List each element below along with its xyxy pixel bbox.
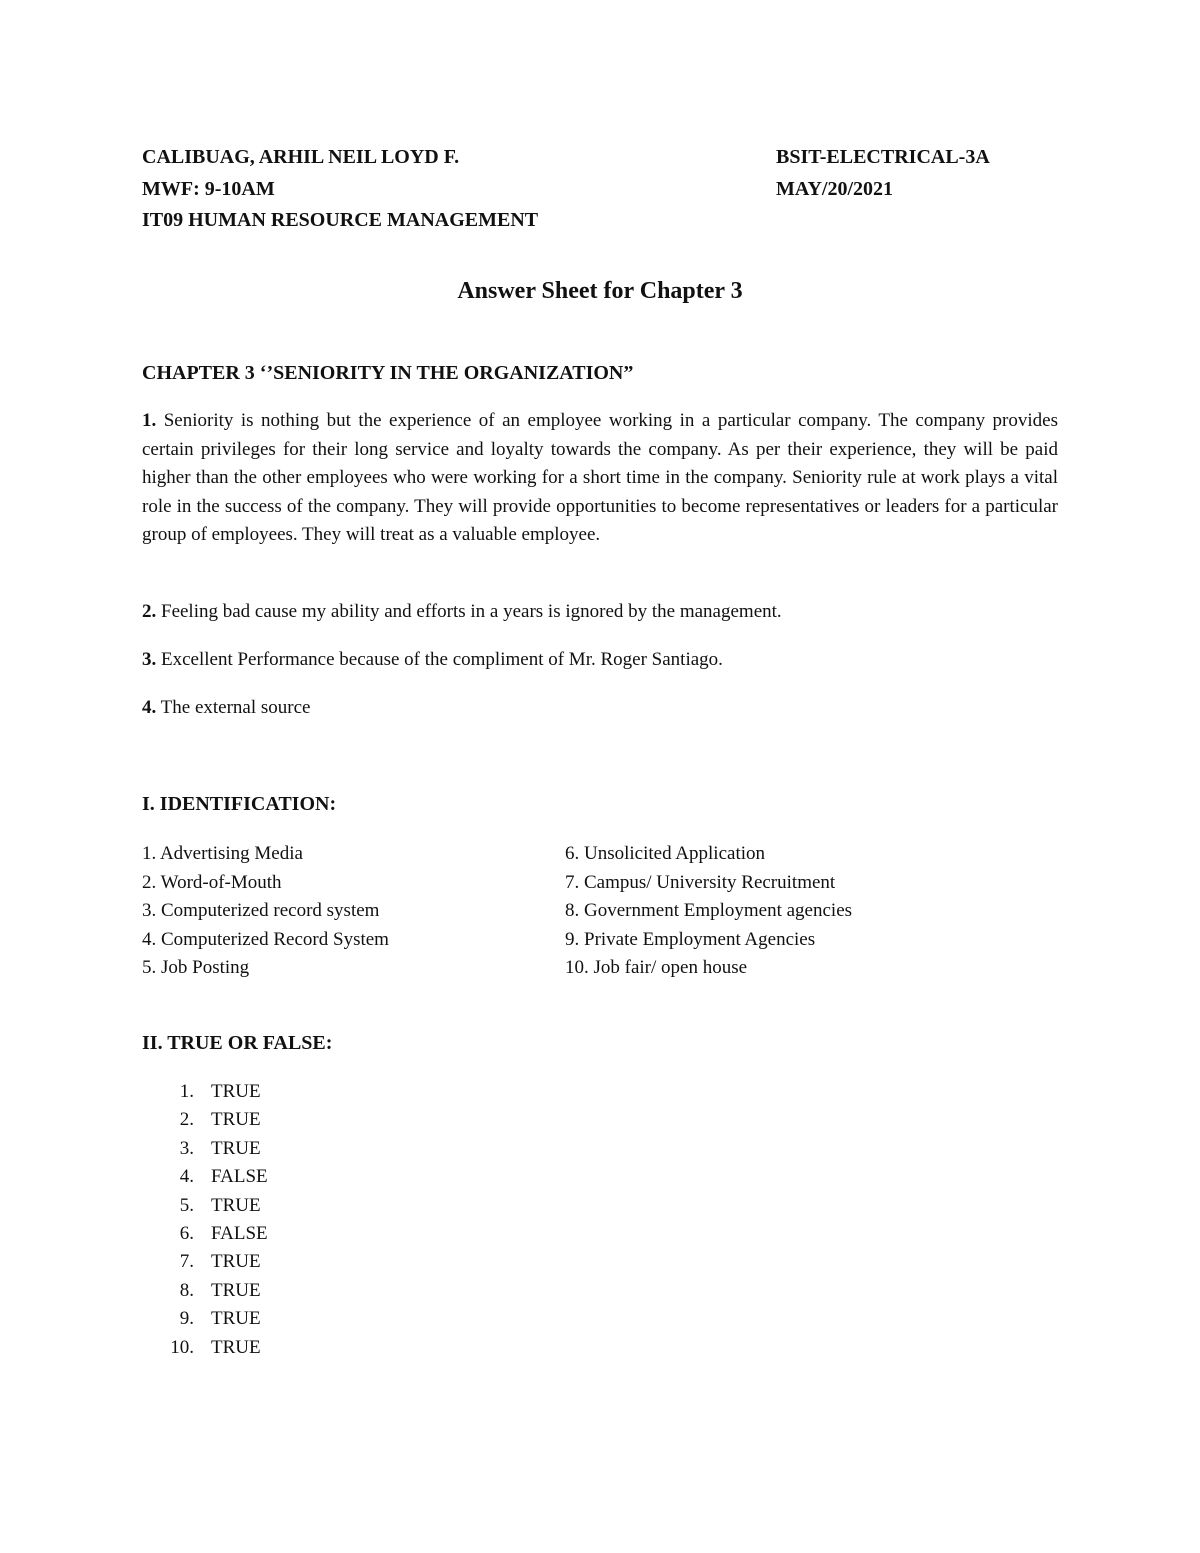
item-answer: TRUE [211,1336,261,1358]
item-answer: TRUE [211,1081,261,1102]
item-answer: TRUE [211,1279,261,1301]
item-number: 3. [179,1137,194,1159]
student-section: BSIT-ELECTRICAL-3A [776,146,990,168]
answer-text: The external source [156,697,311,718]
identification-heading: I. IDENTIFICATION: [142,793,337,815]
identification-list-right [565,840,852,983]
item-answer: TRUE [211,1137,261,1159]
item-answer: TRUE [211,1109,261,1131]
true-false-heading: II. TRUE OR FALSE: [142,1032,333,1054]
item-number: 4. [179,1166,194,1188]
answer-text: Feeling bad cause my ability and efforts in a years is ignored by the management. [156,601,782,622]
item-answer: TRUE [211,1251,261,1273]
item-number: 5. [179,1194,194,1216]
chapter-answer-3 [142,648,1058,672]
course-name: IT09 HUMAN RESOURCE MANAGEMENT [142,209,539,231]
chapter-answer-2 [142,600,1058,624]
item-number: 8. [179,1279,194,1301]
class-schedule: MWF: 9-10AM [142,178,275,200]
answer-number: 4. [142,697,157,718]
answer-text: Excellent Performance because of the compliment of Mr. Roger Santiago. [156,649,723,670]
list-item: 2. Word-of-Mouth [142,871,282,893]
item-answer: FALSE [211,1166,268,1188]
item-number: 9. [179,1308,194,1330]
item-answer: TRUE [211,1194,261,1216]
item-answer: FALSE [211,1222,268,1244]
chapter-heading: CHAPTER 3 ‘’SENIORITY IN THE ORGANIZATION” [142,362,634,384]
list-item: 3. Computerized record system [142,900,380,922]
item-number: 10. [170,1336,194,1358]
answer-number: 1. [142,410,157,431]
chapter-answer-4 [142,696,1058,720]
chapter-answer-1 [142,407,1058,550]
list-item: 5. Job Posting [142,957,250,979]
item-answer: TRUE [211,1308,261,1330]
item-number: 7. [179,1251,194,1273]
identification-list-left [142,840,389,983]
answer-number: 3. [142,649,157,670]
item-number: 6. [179,1222,194,1244]
list-item: 7. Campus/ University Recruitment [565,871,836,893]
list-item: 4. Computerized Record System [142,928,389,950]
list-item: 9. Private Employment Agencies [565,928,816,950]
page-title: Answer Sheet for Chapter 3 [457,278,743,304]
item-number: 1. [179,1081,194,1102]
item-number: 2. [179,1109,194,1131]
list-item: 10. Job fair/ open house [565,957,748,979]
answer-text: Seniority is nothing but the experience of an employee working in a particular company. The company provides certain privileges for their long service and loyalty towards the company. As per their experience, they will be paid higher than the other employees who were working for a short time in the company. Seniority rule at work plays a vital role in the success of the company. They will provide opportunities to become representatives or leaders for a particular group of employees. They will treat as a valuable employee. [142,410,1058,545]
answer-number: 2. [142,601,157,622]
list-item: 8. Government Employment agencies [565,900,853,922]
list-item: 6. Unsolicited Application [565,843,766,864]
submission-date: MAY/20/2021 [776,178,894,200]
student-name: CALIBUAG, ARHIL NEIL LOYD F. [142,146,460,168]
list-item: 1. Advertising Media [142,843,303,864]
